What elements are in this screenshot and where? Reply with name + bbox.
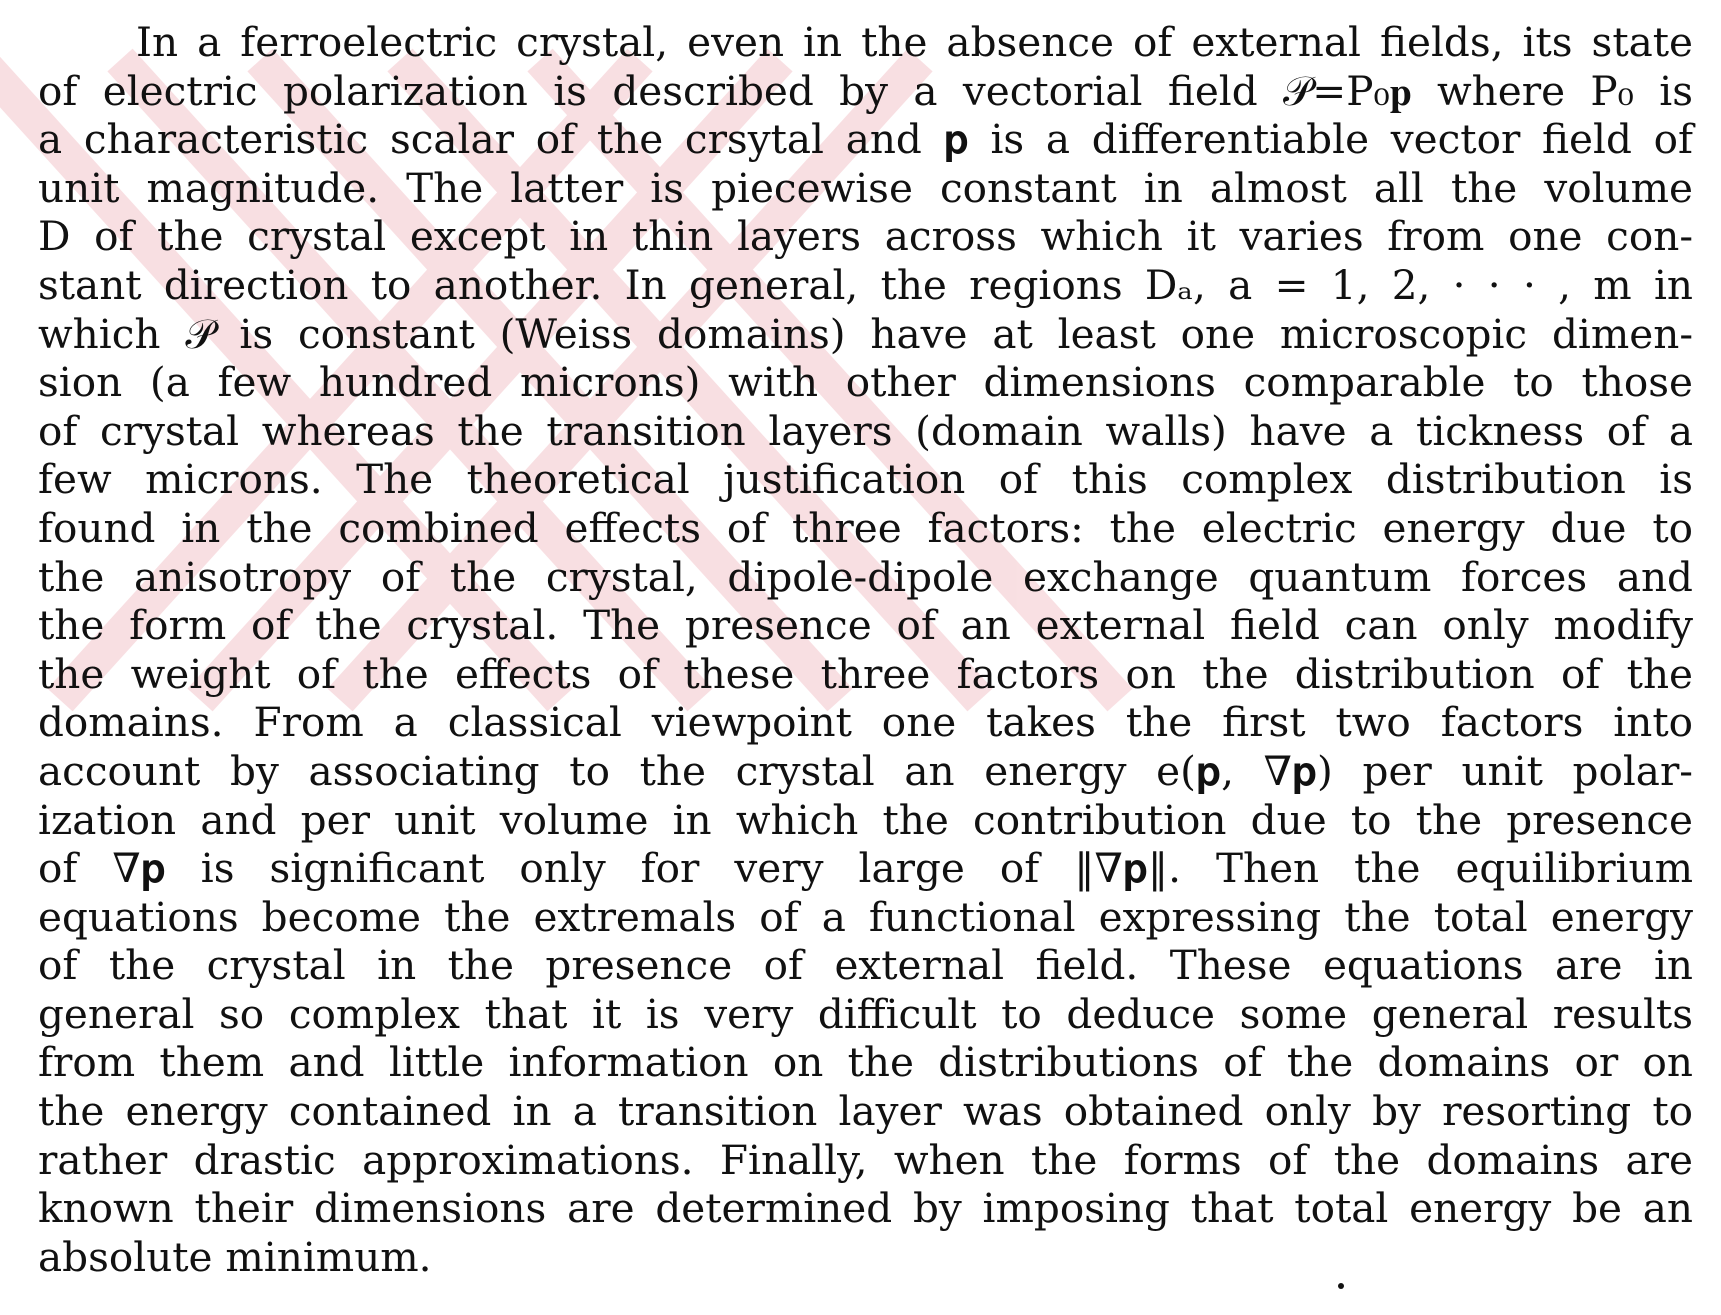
text-line-22: from them and little information on the distributions of the domains or on [38, 1038, 1693, 1087]
text-line-17: ization and per unit volume in which the contribution due to the presence [38, 795, 1693, 844]
text-line-26: absolute minimum. [38, 1232, 432, 1281]
text-line-16: account by associating to the crystal an energy e(𝐩, ∇𝐩) per unit polar- [38, 746, 1693, 795]
text-line-8: sion (a few hundred microns) with other dimensions comparable to those [38, 358, 1693, 407]
text-line-6: stant direction to another. In general, the regions Dₐ, a = 1, 2, · · · , m in [38, 260, 1693, 309]
text-line-7: which 𝒫 is constant (Weiss domains) have at least one microscopic dimen- [38, 309, 1693, 358]
text-line-9: of crystal whereas the transition layers (domain walls) have a tickness of a [38, 406, 1693, 455]
text-line-20: of the crystal in the presence of external field. These equations are in [38, 941, 1693, 990]
text-line-14: the weight of the effects of these three factors on the distribution of the [38, 649, 1693, 698]
text-line-15: domains. From a classical viewpoint one takes the first two factors into [38, 698, 1693, 747]
text-line-10: few microns. The theoretical justification of this complex distribution is [38, 455, 1693, 504]
stray-dot-mark [1338, 1283, 1344, 1289]
text-line-18: of ∇𝐩 is significant only for very large of ‖∇𝐩‖. Then the equilibrium [38, 844, 1693, 893]
text-line-5: D of the crystal except in thin layers across which it varies from one con- [38, 212, 1693, 261]
text-line-3: a characteristic scalar of the crsytal and 𝐩 is a differentiable vector field of [38, 115, 1693, 164]
text-line-11: found in the combined effects of three factors: the electric energy due to [38, 503, 1693, 552]
text-line-25: known their dimensions are determined by imposing that total energy be an [38, 1184, 1693, 1233]
text-line-21: general so complex that it is very difficult to deduce some general results [38, 989, 1693, 1038]
text-line-1: In a ferroelectric crystal, even in the absence of external fields, its state [136, 18, 1693, 66]
text-line-13: the form of the crystal. The presence of an external field can only modify [38, 601, 1693, 650]
text-line-12: the anisotropy of the crystal, dipole-dipole exchange quantum forces and [38, 552, 1693, 601]
text-line-19: equations become the extremals of a functional expressing the total energy [38, 892, 1693, 941]
text-line-24: rather drastic approximations. Finally, when the forms of the domains are [38, 1135, 1693, 1184]
paragraph-text [38, 18, 1693, 1281]
text-line-23: the energy contained in a transition layer was obtained only by resorting to [38, 1087, 1693, 1136]
text-line-4: unit magnitude. The latter is piecewise constant in almost all the volume [38, 163, 1693, 212]
text-line-2: of electric polarization is described by a vectorial field 𝒫=P₀𝐩 where P₀ is [38, 66, 1693, 115]
